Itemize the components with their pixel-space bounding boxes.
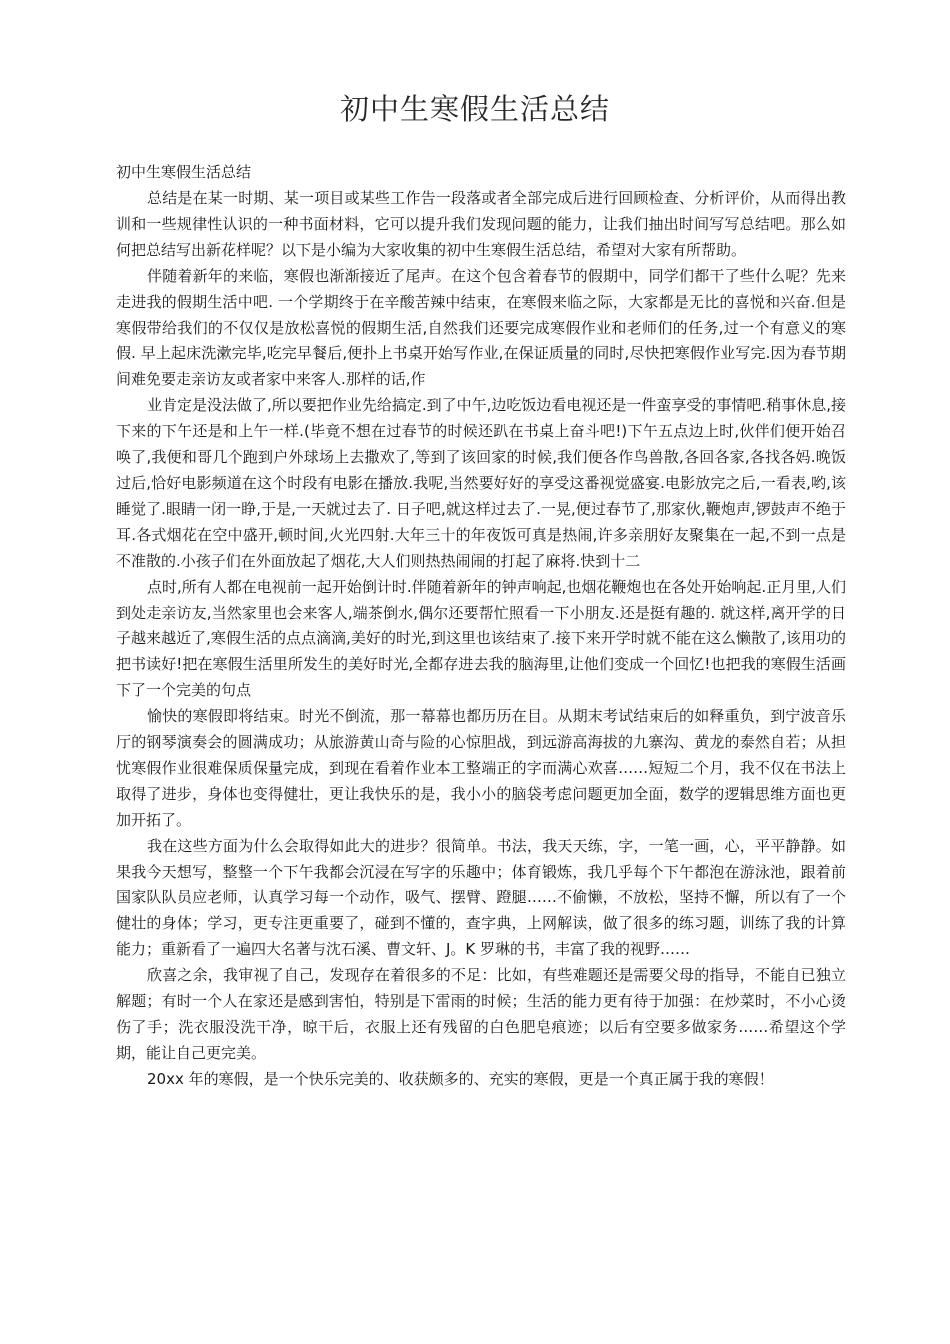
paragraph: 欣喜之余，我审视了自己，发现存在着很多的不足：比如，有些难题还是需要父母的指导，不能自已独立解题；有时一个人在家还是感到害怕，特别是下雷雨的时候；生活的能力更有待于加强：在炒菜时，不小心烫伤了手；洗衣服没洗干净，晾干后，衣服上还有残留的白色肥皂痕迹；以后有空要多做家务……希望这个学期，能让自己更完美。 xyxy=(116,966,846,1062)
paragraph: 伴随着新年的来临，寒假也渐渐接近了尾声。在这个包含着春节的假期中，同学们都干了些什么呢？先来走进我的假期生活中吧. 一个学期终于在辛酸苦辣中结束，在寒假来临之际，大家都是无比的喜悦和兴奋.但是寒假带给我们的不仅仅是放松喜悦的假期生活,自然我们还要完成寒假作业和老师们的任务,过一个有意义的寒假. 早上起床洗漱完毕,吃完早餐后,便扑上书桌开始写作业,在保证质量的同时,尽快把寒假作业写完.因为春节期间难免要走亲访友或者家中来客人.那样的话,作 xyxy=(116,266,846,389)
document-body xyxy=(116,158,846,1093)
paragraph: 愉快的寒假即将结束。时光不倒流，那一幕幕也都历历在目。从期末考试结束后的如释重负，到宁波音乐厅的钢琴演奏会的圆满成功；从旅游黄山奇与险的心惊胆战，到远游高海拔的九寨沟、黄龙的泰然自若；从担忧寒假作业很难保质保量完成，到现在看着作业本工整端正的字而满心欢喜……短短二个月，我不仅在书法上取得了进步，身体也变得健壮，更让我快乐的是，我小小的脑袋考虑问题更加全面，数学的逻辑思维方面也更加开拓了。 xyxy=(116,707,846,829)
paragraph: 总结是在某一时期、某一项目或某些工作告一段落或者全部完成后进行回顾检查、分析评价，从而得出教训和一些规律性认识的一种书面材料，它可以提升我们发现问题的能力，让我们抽出时间写写总结吧。那么如何把总结写出新花样呢？以下是小编为大家收集的初中生寒假生活总结，希望对大家有所帮助。 xyxy=(116,189,846,259)
document-subtitle: 初中生寒假生活总结 xyxy=(116,163,252,181)
paragraph: 业肯定是没法做了,所以要把作业先给搞定.到了中午,边吃饭边看电视还是一件蛮享受的事情吧.稍事休息,接下来的下午还是和上午一样.(毕竟不想在过春节的时候还趴在书桌上奋斗吧!)下午五点边上时,伙伴们便开始召唤了,我便和哥几个跑到户外球场上去撒欢了,等到了该回家的时候,我们便各作鸟兽散,各回各家,各找各妈.晚饭过后,恰好电影频道在这个时段有电影在播放.我呢,当然要好好的享受这番视觉盛宴.电影放完之后,一看表,哟,该睡觉了.眼睛一闭一睁,于是,一天就过去了. 日子吧,就这样过去了.一晃,便过春节了,那家伙,鞭炮声,锣鼓声不绝于耳.各式烟花在空中盛开,顿时间,火光四射.大年三十的年夜饭可真是热闹,许多亲朋好友聚集在一起,不到一点是 不准散的.小孩子们在外面放起了烟花,大人们则热热闹闹的打起了麻将.快到十二 xyxy=(116,396,846,570)
paragraph: 20xx 年的寒假，是一个快乐完美的、收获颇多的、充实的寒假，更是一个真正属于我的寒假！ xyxy=(147,1069,774,1088)
document-title: 初中生寒假生活总结 xyxy=(339,92,610,126)
paragraph: 我在这些方面为什么会取得如此大的进步？很简单。书法，我天天练，字，一笔一画，心，平平静静。如果我今天想写，整整一个下午我都会沉浸在写字的乐趣中；体育锻炼，我几乎每个下午都泡在游泳池，跟着前国家队队员应老师，认真学习每一个动作，吸气、摆臂、蹬腿……不偷懒，不放松，坚持不懈，所以有了一个健壮的身体；学习，更专注更重要了，碰到不懂的，查字典，上网解读，做了很多的练习题，训练了我的计算能力；重新看了一遍四大名著与沈石溪、曹文轩、J。K 罗琳的书，丰富了我的视野…… xyxy=(116,836,846,959)
paragraph: 点时,所有人都在电视前一起开始倒计时.伴随着新年的钟声响起,也烟花鞭炮也在各处开始响起.正月里,人们到处走亲访友,当然家里也会来客人,端茶倒水,偶尔还要帮忙照看一下小朋友.还是挺有趣的. 就这样,离开学的日子越来越近了,寒假生活的点点滴滴,美好的时光,到这里也该结束了.接下来开学时就不能在这么懒散了,该用功的把书读好!把在寒假生活里所发生的美好时光,全都存进去我的脑海里,让他们变成一个回忆!也把我的寒假生活画下了一个完美的句点 xyxy=(116,577,846,700)
